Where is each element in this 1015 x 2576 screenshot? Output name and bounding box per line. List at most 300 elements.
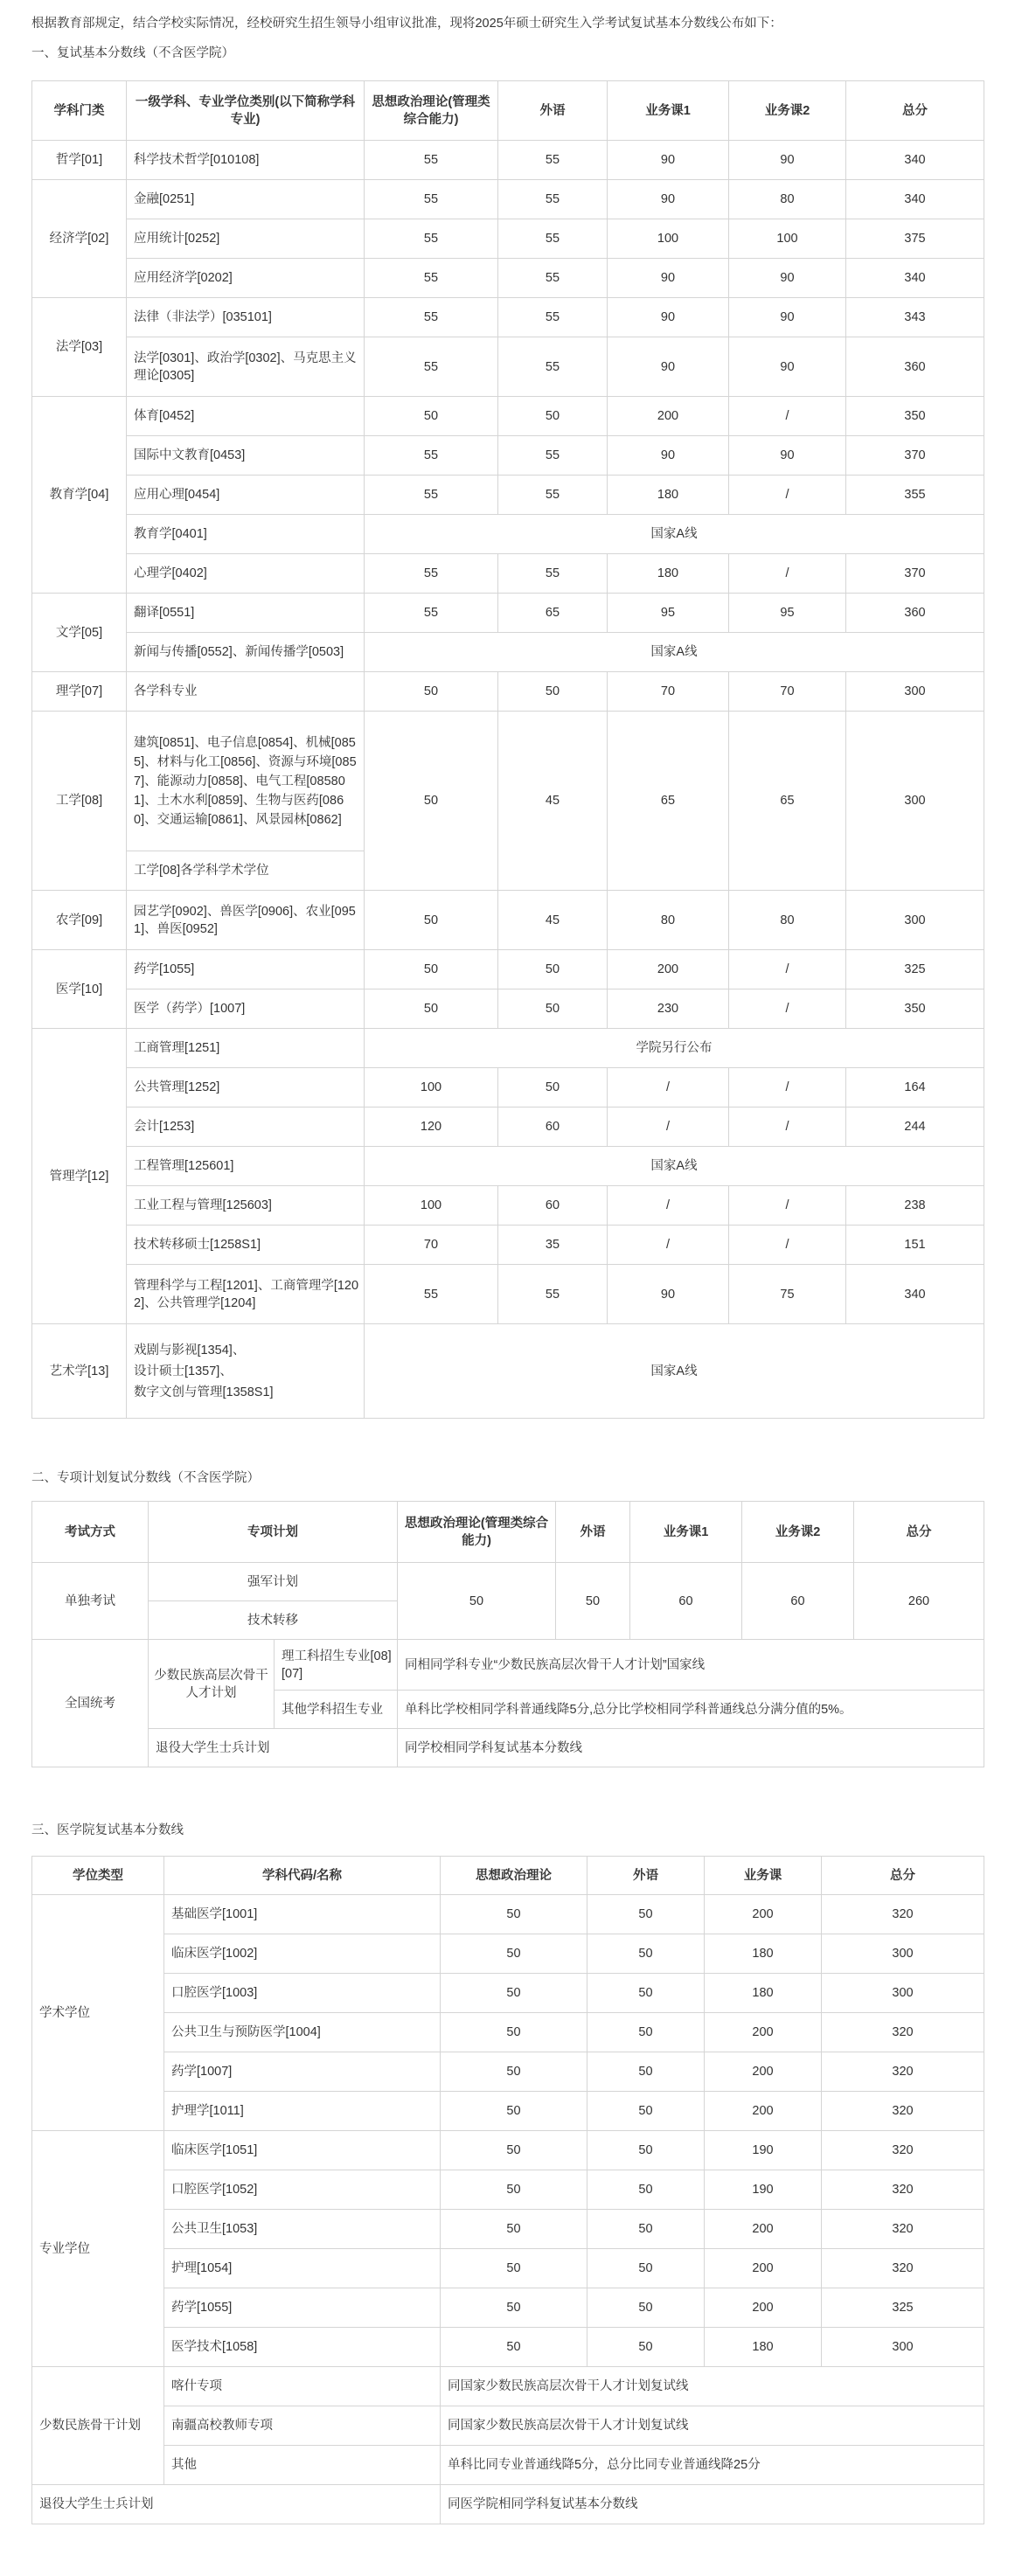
subject-cell: 护理[1054] [164, 2249, 441, 2288]
table-row [32, 2013, 984, 2052]
subject-cell: 金融[0251] [127, 180, 365, 219]
course1-cell: 90 [608, 259, 729, 298]
subject-line: 戏剧与影视[1354]、 [134, 1343, 246, 1357]
subject-cell: 药学[1055] [164, 2288, 441, 2328]
section3-title: 三、医学院复试基本分数线 [31, 1823, 184, 1837]
subject-cell: 工程管理[125601] [127, 1147, 365, 1186]
total-cell: 320 [822, 2131, 984, 2170]
subject-cell: 法律（非法学）[035101] [127, 298, 365, 337]
language-cell: 65 [498, 594, 608, 633]
subject-line: 数字文创与管理[1358S1] [134, 1385, 274, 1399]
table-row [32, 950, 984, 989]
category-cell: 文学[05] [32, 594, 127, 672]
minority-plan-cell: 少数民族高层次骨干人才计划 [149, 1640, 275, 1729]
header-politics: 思想政治理论 [441, 1857, 587, 1895]
table-row [32, 1974, 984, 2013]
degree-type-cell: 退役大学生士兵计划 [32, 2485, 441, 2524]
subject-cell: 医学（药学）[1007] [127, 989, 365, 1029]
total-cell: 340 [846, 259, 984, 298]
subject-cell [127, 1324, 365, 1419]
degree-type-cell: 少数民族骨干计划 [32, 2367, 164, 2485]
rule-text-cell: 同相同学科专业“少数民族高层次骨干人才计划”国家线 [398, 1640, 984, 1691]
course2-cell: 65 [729, 712, 846, 891]
politics-cell: 50 [365, 397, 498, 436]
course2-cell: / [729, 397, 846, 436]
politics-cell: 55 [365, 259, 498, 298]
table-row [32, 1895, 984, 1934]
category-cell: 经济学[02] [32, 180, 127, 298]
total-cell: 325 [846, 950, 984, 989]
politics-cell: 55 [365, 141, 498, 180]
politics-cell: 50 [441, 2328, 587, 2367]
course-cell: 200 [705, 1895, 822, 1934]
course1-cell: 90 [608, 436, 729, 476]
table-row [32, 476, 984, 515]
rule-text-cell: 单科比学校相同学科普通线降5分,总分比学校相同学科普通线总分满分值的5%。 [398, 1691, 984, 1729]
table-row [32, 515, 984, 554]
header-plan: 专项计划 [149, 1502, 398, 1563]
table-row [32, 1029, 984, 1068]
table-row [32, 180, 984, 219]
header-language: 外语 [498, 81, 608, 141]
course1-cell: 90 [608, 1265, 729, 1324]
course1-cell: 80 [608, 891, 729, 950]
subject-cell: 教育学[0401] [127, 515, 365, 554]
subject-cell: 体育[0452] [127, 397, 365, 436]
subject-cell: 工商管理[1251] [127, 1029, 365, 1068]
course1-cell: 90 [608, 180, 729, 219]
total-cell: 360 [846, 337, 984, 397]
table-row [32, 1068, 984, 1107]
header-total: 总分 [822, 1857, 984, 1895]
total-cell: 300 [822, 1974, 984, 2013]
politics-cell: 55 [365, 298, 498, 337]
total-cell: 350 [846, 989, 984, 1029]
language-cell: 55 [498, 141, 608, 180]
total-cell: 300 [846, 672, 984, 712]
subject-cell: 公共管理[1252] [127, 1068, 365, 1107]
language-cell: 45 [498, 891, 608, 950]
table-row [32, 1226, 984, 1265]
table-row [32, 594, 984, 633]
language-cell: 60 [498, 1107, 608, 1147]
table-row [32, 989, 984, 1029]
course2-cell: 95 [729, 594, 846, 633]
course1-cell: 100 [608, 219, 729, 259]
politics-cell: 55 [365, 436, 498, 476]
table-header-row [32, 1857, 984, 1895]
politics-cell: 50 [441, 2210, 587, 2249]
total-cell: 320 [822, 2013, 984, 2052]
subject-cell: 管理科学与工程[1201]、工商管理学[1202]、公共管理学[1204] [127, 1265, 365, 1324]
header-language: 外语 [587, 1857, 705, 1895]
total-cell: 320 [822, 2210, 984, 2249]
table-row [32, 1107, 984, 1147]
politics-cell: 50 [441, 2249, 587, 2288]
total-cell: 340 [846, 1265, 984, 1324]
sub-plan-cell: 其他学科招生专业 [275, 1691, 398, 1729]
subject-cell: 口腔医学[1003] [164, 1974, 441, 2013]
course1-cell: 90 [608, 337, 729, 397]
politics-cell: 50 [365, 712, 498, 891]
course1-cell: 70 [608, 672, 729, 712]
section1-title: 一、复试基本分数线（不含医学院） [31, 46, 234, 60]
exam-mode-cell: 单独考试 [32, 1563, 149, 1640]
header-total: 总分 [854, 1502, 984, 1563]
course-cell: 200 [705, 2052, 822, 2092]
course-cell: 200 [705, 2092, 822, 2131]
language-cell: 50 [587, 2013, 705, 2052]
subject-cell: 心理学[0402] [127, 554, 365, 594]
table-row [32, 259, 984, 298]
language-cell: 60 [498, 1186, 608, 1226]
course1-cell: 60 [630, 1563, 742, 1640]
rule-text-cell: 单科比同专业普通线降5分，总分比同专业普通线降25分 [441, 2446, 984, 2485]
politics-cell: 50 [441, 2170, 587, 2210]
politics-cell: 55 [365, 180, 498, 219]
table-header-row [32, 1502, 984, 1563]
total-cell: 260 [854, 1563, 984, 1640]
degree-type-cell: 学术学位 [32, 1895, 164, 2131]
course2-cell: 100 [729, 219, 846, 259]
merged-value-cell: 国家A线 [365, 633, 984, 672]
table-row [32, 436, 984, 476]
subject-cell: 科学技术哲学[010108] [127, 141, 365, 180]
header-total: 总分 [846, 81, 984, 141]
subject-cell: 园艺学[0902]、兽医学[0906]、农业[0951]、兽医[0952] [127, 891, 365, 950]
header-category: 学科门类 [32, 81, 127, 141]
total-cell: 320 [822, 2170, 984, 2210]
total-cell: 300 [846, 712, 984, 891]
language-cell: 50 [498, 950, 608, 989]
politics-cell: 100 [365, 1068, 498, 1107]
table-row [32, 891, 984, 950]
category-cell: 工学[08] [32, 712, 127, 891]
subject-cell: 建筑[0851]、电子信息[0854]、机械[0855]、材料与化工[0856]、资源与环境[0857]、能源动力[0858]、电气工程[085801]、土木水利[0859]、生物与医药[0860]、交通运输[0861]、风景园林[0862] [127, 712, 365, 851]
language-cell: 50 [587, 1934, 705, 1974]
table-row [32, 1640, 984, 1691]
total-cell: 244 [846, 1107, 984, 1147]
course2-cell: 90 [729, 298, 846, 337]
subject-cell: 护理学[1011] [164, 2092, 441, 2131]
table-row [32, 2131, 984, 2170]
table-row [32, 1934, 984, 1974]
table-header-row [32, 81, 984, 141]
course-cell: 180 [705, 1934, 822, 1974]
course1-cell: 95 [608, 594, 729, 633]
table-row [32, 219, 984, 259]
rule-text-cell: 同国家少数民族高层次骨干人才计划复试线 [441, 2406, 984, 2446]
plan-cell: 技术转移 [149, 1601, 398, 1640]
language-cell: 50 [587, 2210, 705, 2249]
subject-cell: 基础医学[1001] [164, 1895, 441, 1934]
table-row [32, 1324, 984, 1419]
course2-cell: 90 [729, 337, 846, 397]
politics-cell: 50 [441, 2013, 587, 2052]
subject-cell: 药学[1007] [164, 2052, 441, 2092]
language-cell: 50 [587, 2170, 705, 2210]
subject-cell: 应用经济学[0202] [127, 259, 365, 298]
table-row [32, 2092, 984, 2131]
total-cell: 320 [822, 1895, 984, 1934]
course-cell: 180 [705, 1974, 822, 2013]
subject-cell: 医学技术[1058] [164, 2328, 441, 2367]
course1-cell: 90 [608, 141, 729, 180]
politics-cell: 50 [441, 2131, 587, 2170]
total-cell: 350 [846, 397, 984, 436]
table-row [32, 1265, 984, 1324]
merged-value-cell: 国家A线 [365, 1324, 984, 1419]
politics-cell: 55 [365, 1265, 498, 1324]
subject-cell: 口腔医学[1052] [164, 2170, 441, 2210]
course1-cell: 200 [608, 397, 729, 436]
category-cell: 理学[07] [32, 672, 127, 712]
table-row [32, 2249, 984, 2288]
table-row [32, 1729, 984, 1767]
subject-line: 设计硕士[1357]、 [134, 1364, 233, 1378]
course-cell: 190 [705, 2170, 822, 2210]
language-cell: 55 [498, 476, 608, 515]
politics-cell: 55 [365, 337, 498, 397]
table-row [32, 298, 984, 337]
table-row [32, 1186, 984, 1226]
politics-cell: 50 [365, 989, 498, 1029]
total-cell: 325 [822, 2288, 984, 2328]
total-cell: 375 [846, 219, 984, 259]
subject-cell: 其他 [164, 2446, 441, 2485]
rule-text-cell: 同国家少数民族高层次骨干人才计划复试线 [441, 2367, 984, 2406]
language-cell: 50 [587, 2328, 705, 2367]
header-language: 外语 [556, 1502, 630, 1563]
politics-cell: 120 [365, 1107, 498, 1147]
table-row [32, 2367, 984, 2406]
subject-cell: 工学[08]各学科学术学位 [127, 851, 365, 891]
header-exam-mode: 考试方式 [32, 1502, 149, 1563]
course2-cell: 80 [729, 891, 846, 950]
course2-cell: 75 [729, 1265, 846, 1324]
total-cell: 343 [846, 298, 984, 337]
course1-cell: / [608, 1186, 729, 1226]
table-medical-school-lines [31, 1856, 984, 2524]
language-cell: 45 [498, 712, 608, 891]
language-cell: 50 [587, 1974, 705, 2013]
course1-cell: 180 [608, 554, 729, 594]
total-cell: 355 [846, 476, 984, 515]
header-degree-type: 学位类型 [32, 1857, 164, 1895]
header-subject-code: 学科代码/名称 [164, 1857, 441, 1895]
table-row [32, 2328, 984, 2367]
politics-cell: 50 [441, 1974, 587, 2013]
total-cell: 164 [846, 1068, 984, 1107]
header-course2: 业务课2 [742, 1502, 854, 1563]
table-row [32, 554, 984, 594]
header-course1: 业务课1 [630, 1502, 742, 1563]
politics-cell: 50 [365, 891, 498, 950]
merged-value-cell: 国家A线 [365, 515, 984, 554]
table-row [32, 633, 984, 672]
course2-cell: 70 [729, 672, 846, 712]
course2-cell: 60 [742, 1563, 854, 1640]
table-row [32, 2210, 984, 2249]
table-general-lines [31, 80, 984, 1419]
subject-cell: 技术转移硕士[1258S1] [127, 1226, 365, 1265]
language-cell: 55 [498, 436, 608, 476]
language-cell: 55 [498, 180, 608, 219]
course2-cell: / [729, 1068, 846, 1107]
politics-cell: 55 [365, 554, 498, 594]
language-cell: 50 [498, 397, 608, 436]
course-cell: 200 [705, 2288, 822, 2328]
politics-cell: 70 [365, 1226, 498, 1265]
course2-cell: / [729, 950, 846, 989]
total-cell: 238 [846, 1186, 984, 1226]
table-row [32, 141, 984, 180]
subject-cell: 临床医学[1002] [164, 1934, 441, 1974]
language-cell: 50 [498, 989, 608, 1029]
header-politics: 思想政治理论(管理类综合能力) [365, 81, 498, 141]
course2-cell: 80 [729, 180, 846, 219]
total-cell: 370 [846, 554, 984, 594]
section2-title: 二、专项计划复试分数线（不含医学院） [31, 1471, 260, 1485]
table-row [32, 1563, 984, 1601]
language-cell: 55 [498, 259, 608, 298]
course-cell: 200 [705, 2249, 822, 2288]
subject-cell: 喀什专项 [164, 2367, 441, 2406]
politics-cell: 50 [441, 2288, 587, 2328]
header-politics: 思想政治理论(管理类综合能力) [398, 1502, 556, 1563]
total-cell: 320 [822, 2249, 984, 2288]
course1-cell: 90 [608, 298, 729, 337]
subject-cell: 工业工程与管理[125603] [127, 1186, 365, 1226]
table-row [32, 2170, 984, 2210]
exam-mode-cell: 全国统考 [32, 1640, 149, 1767]
subject-cell: 药学[1055] [127, 950, 365, 989]
total-cell: 370 [846, 436, 984, 476]
total-cell: 151 [846, 1226, 984, 1265]
category-cell: 管理学[12] [32, 1029, 127, 1324]
politics-cell: 55 [365, 594, 498, 633]
table-row [32, 2288, 984, 2328]
header-course: 业务课 [705, 1857, 822, 1895]
language-cell: 55 [498, 1265, 608, 1324]
language-cell: 55 [498, 554, 608, 594]
course-cell: 190 [705, 2131, 822, 2170]
intro-text: 根据教育部规定，结合学校实际情况，经校研究生招生领导小组审议批准，现将2025年硕士研究生入学考试复试基本分数线公布如下： [31, 17, 782, 31]
category-cell: 医学[10] [32, 950, 127, 1029]
language-cell: 55 [498, 219, 608, 259]
total-cell: 340 [846, 180, 984, 219]
language-cell: 50 [587, 2131, 705, 2170]
total-cell: 300 [822, 1934, 984, 1974]
category-cell: 哲学[01] [32, 141, 127, 180]
rule-text-cell: 同医学院相同学科复试基本分数线 [441, 2485, 984, 2524]
merged-value-cell: 国家A线 [365, 1147, 984, 1186]
politics-cell: 50 [365, 672, 498, 712]
subject-cell: 应用心理[0454] [127, 476, 365, 515]
table-row [32, 2406, 984, 2446]
subject-cell: 会计[1253] [127, 1107, 365, 1147]
category-cell: 教育学[04] [32, 397, 127, 594]
table-row [32, 2485, 984, 2524]
course2-cell: 90 [729, 141, 846, 180]
table-row [32, 2052, 984, 2092]
language-cell: 50 [587, 2052, 705, 2092]
course2-cell: / [729, 1107, 846, 1147]
politics-cell: 55 [365, 219, 498, 259]
language-cell: 50 [498, 1068, 608, 1107]
subject-cell: 各学科专业 [127, 672, 365, 712]
language-cell: 50 [556, 1563, 630, 1640]
subject-cell: 南疆高校教师专项 [164, 2406, 441, 2446]
course1-cell: 65 [608, 712, 729, 891]
degree-type-cell: 专业学位 [32, 2131, 164, 2367]
total-cell: 320 [822, 2092, 984, 2131]
language-cell: 50 [587, 1895, 705, 1934]
course1-cell: 230 [608, 989, 729, 1029]
course-cell: 200 [705, 2210, 822, 2249]
politics-cell: 50 [441, 2052, 587, 2092]
politics-cell: 50 [398, 1563, 556, 1640]
subject-cell: 翻译[0551] [127, 594, 365, 633]
course1-cell: / [608, 1107, 729, 1147]
table-row [32, 1147, 984, 1186]
subject-cell: 公共卫生与预防医学[1004] [164, 2013, 441, 2052]
language-cell: 50 [587, 2092, 705, 2131]
total-cell: 340 [846, 141, 984, 180]
rule-text-cell: 同学校相同学科复试基本分数线 [398, 1729, 984, 1767]
table-row [32, 2446, 984, 2485]
politics-cell: 50 [441, 1895, 587, 1934]
subject-cell: 公共卫生[1053] [164, 2210, 441, 2249]
header-course2: 业务课2 [729, 81, 846, 141]
course2-cell: / [729, 989, 846, 1029]
course1-cell: 180 [608, 476, 729, 515]
header-subject: 一级学科、专业学位类别(以下简称学科专业) [127, 81, 365, 141]
course-cell: 200 [705, 2013, 822, 2052]
language-cell: 50 [587, 2249, 705, 2288]
course1-cell: 200 [608, 950, 729, 989]
language-cell: 55 [498, 337, 608, 397]
course1-cell: / [608, 1226, 729, 1265]
subject-cell: 国际中文教育[0453] [127, 436, 365, 476]
course2-cell: 90 [729, 436, 846, 476]
course1-cell: / [608, 1068, 729, 1107]
header-course1: 业务课1 [608, 81, 729, 141]
total-cell: 300 [822, 2328, 984, 2367]
subject-cell: 应用统计[0252] [127, 219, 365, 259]
course2-cell: / [729, 476, 846, 515]
course2-cell: 90 [729, 259, 846, 298]
subject-cell: 新闻与传播[0552]、新闻传播学[0503] [127, 633, 365, 672]
politics-cell: 50 [365, 950, 498, 989]
politics-cell: 55 [365, 476, 498, 515]
politics-cell: 50 [441, 2092, 587, 2131]
table-row [32, 712, 984, 851]
plan-cell: 强军计划 [149, 1563, 398, 1601]
merged-value-cell: 学院另行公布 [365, 1029, 984, 1068]
table-row [32, 337, 984, 397]
course-cell: 180 [705, 2328, 822, 2367]
politics-cell: 100 [365, 1186, 498, 1226]
language-cell: 50 [587, 2288, 705, 2328]
subject-cell: 临床医学[1051] [164, 2131, 441, 2170]
table-special-plan-lines [31, 1501, 984, 1767]
total-cell: 320 [822, 2052, 984, 2092]
course2-cell: / [729, 1186, 846, 1226]
sub-plan-cell: 理工科招生专业[08][07] [275, 1640, 398, 1691]
category-cell: 艺术学[13] [32, 1324, 127, 1419]
category-cell: 法学[03] [32, 298, 127, 397]
